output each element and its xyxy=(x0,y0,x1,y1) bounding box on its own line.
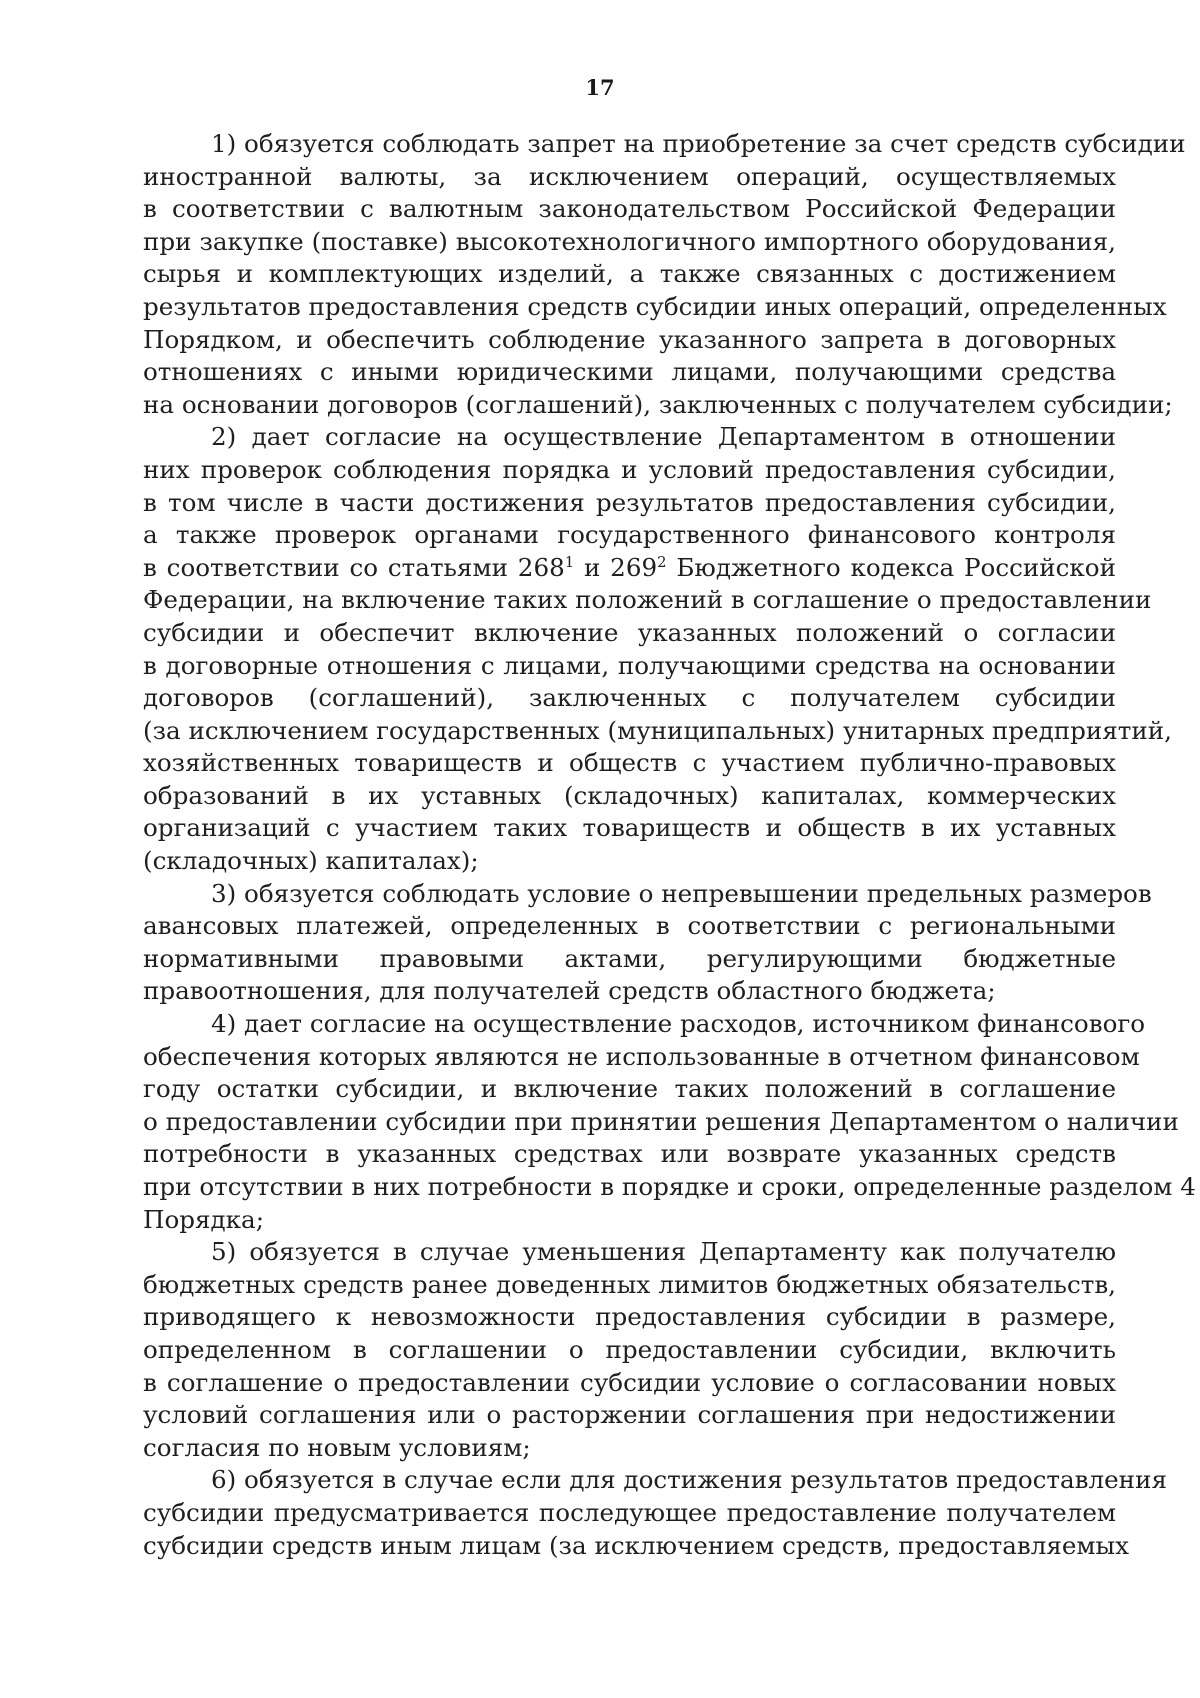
paragraph-item-5 xyxy=(143,1236,1116,1464)
text-line: субсидии и обеспечит включение указанных положений о согласии xyxy=(143,617,1116,647)
text-line: отношениях с иными юридическими лицами, получающими средства xyxy=(143,357,1116,387)
document-body xyxy=(143,128,1196,1562)
paragraph-item-3 xyxy=(143,878,1152,1008)
text-line: субсидии средств иным лицам (за исключением средств, предоставляемых xyxy=(143,1530,1129,1560)
text-line: организаций с участием таких товариществ и обществ в их уставных xyxy=(143,813,1116,843)
paragraph-item-1 xyxy=(143,128,1186,421)
text-line: определенном в соглашении о предоставлении субсидии, включить xyxy=(143,1334,1116,1364)
text-line: иностранной валюты, за исключением операций, осуществляемых xyxy=(143,161,1116,191)
text-line: нормативными правовыми актами, регулирующими бюджетные xyxy=(143,943,1116,973)
text-line: образований в их уставных (складочных) капиталах, коммерческих xyxy=(143,780,1116,810)
text-line: приводящего к невозможности предоставления субсидии в размере, xyxy=(143,1302,1116,1332)
paragraph-item-2 xyxy=(143,421,1172,877)
text-segment: и 269 xyxy=(574,552,658,582)
text-line: Порядком, и обеспечить соблюдение указанного запрета в договорных xyxy=(143,324,1116,354)
text-line: в соглашение о предоставлении субсидии условие о согласовании новых xyxy=(143,1367,1116,1397)
paragraph-item-4 xyxy=(143,1008,1196,1236)
text-line: о предоставлении субсидии при принятии решения Департаментом о наличии xyxy=(143,1106,1179,1136)
text-line: 5) обязуется в случае уменьшения Департаменту как получателю xyxy=(211,1237,1116,1267)
text-line: согласия по новым условиям; xyxy=(143,1432,531,1462)
text-line: 1) обязуется соблюдать запрет на приобретение за счет средств субсидии xyxy=(211,129,1186,158)
text-line: условий соглашения или о расторжении соглашения при недостижении xyxy=(143,1400,1116,1430)
text-line: потребности в указанных средствах или возврате указанных средств xyxy=(143,1139,1116,1169)
text-line: результатов предоставления средств субсидии иных операций, определенных xyxy=(143,291,1167,321)
text-line: при отсутствии в них потребности в порядке и сроки, определенные разделом 4 xyxy=(143,1172,1196,1201)
text-line: (складочных) капиталах); xyxy=(143,846,479,876)
text-line: субсидии предусматривается последующее предоставление получателем xyxy=(143,1497,1116,1527)
text-line: в соответствии с валютным законодательством Российской Федерации xyxy=(143,194,1116,224)
text-line: Порядка; xyxy=(143,1204,264,1234)
text-line: хозяйственных товариществ и обществ с участием публично-правовых xyxy=(143,748,1116,778)
text-line: а также проверок органами государственного финансового контроля xyxy=(143,520,1116,550)
text-line: 2) дает согласие на осуществление Департаментом в отношении xyxy=(211,422,1116,452)
page-number: 17 xyxy=(585,75,615,100)
text-line: 3) обязуется соблюдать условие о непревышении предельных размеров xyxy=(211,878,1152,908)
text-line: при закупке (поставке) высокотехнологичного импортного оборудования, xyxy=(143,226,1116,256)
text-line: в том числе в части достижения результатов предоставления субсидии, xyxy=(143,487,1116,517)
text-line: Федерации, на включение таких положений в соглашение о предоставлении xyxy=(143,585,1152,615)
text-line: в договорные отношения с лицами, получающими средства на основании xyxy=(143,650,1116,680)
text-line: авансовых платежей, определенных в соответствии с региональными xyxy=(143,911,1116,941)
text-line: (за исключением государственных (муниципальных) унитарных предприятий, xyxy=(143,715,1172,745)
paragraph-item-6 xyxy=(143,1464,1167,1562)
text-line: обеспечения которых являются не использованные в отчетном финансовом xyxy=(143,1041,1140,1071)
text-line: 4) дает согласие на осуществление расходов, источником финансового xyxy=(211,1009,1146,1039)
text-segment: в соответствии со статьями 268 xyxy=(143,552,565,582)
text-line: бюджетных средств ранее доведенных лимитов бюджетных обязательств, xyxy=(143,1269,1116,1299)
text-line: правоотношения, для получателей средств областного бюджета; xyxy=(143,976,996,1006)
text-line: договоров (соглашений), заключенных с получателем субсидии xyxy=(143,683,1116,713)
text-line: 6) обязуется в случае если для достижения результатов предоставления xyxy=(211,1465,1167,1495)
text-line: году остатки субсидии, и включение таких положений в соглашение xyxy=(143,1074,1116,1104)
text-line: сырья и комплектующих изделий, а также связанных с достижением xyxy=(143,259,1116,289)
text-line: на основании договоров (соглашений), заключенных с получателем субсидии; xyxy=(143,389,1173,419)
text-line: них проверок соблюдения порядка и условий предоставления субсидии, xyxy=(143,454,1116,484)
superscript: 1 xyxy=(564,553,575,571)
superscript: 2 xyxy=(657,553,667,571)
text-line-with-superscripts xyxy=(143,552,1116,585)
text-segment: Бюджетного кодекса Российской xyxy=(666,552,1116,582)
